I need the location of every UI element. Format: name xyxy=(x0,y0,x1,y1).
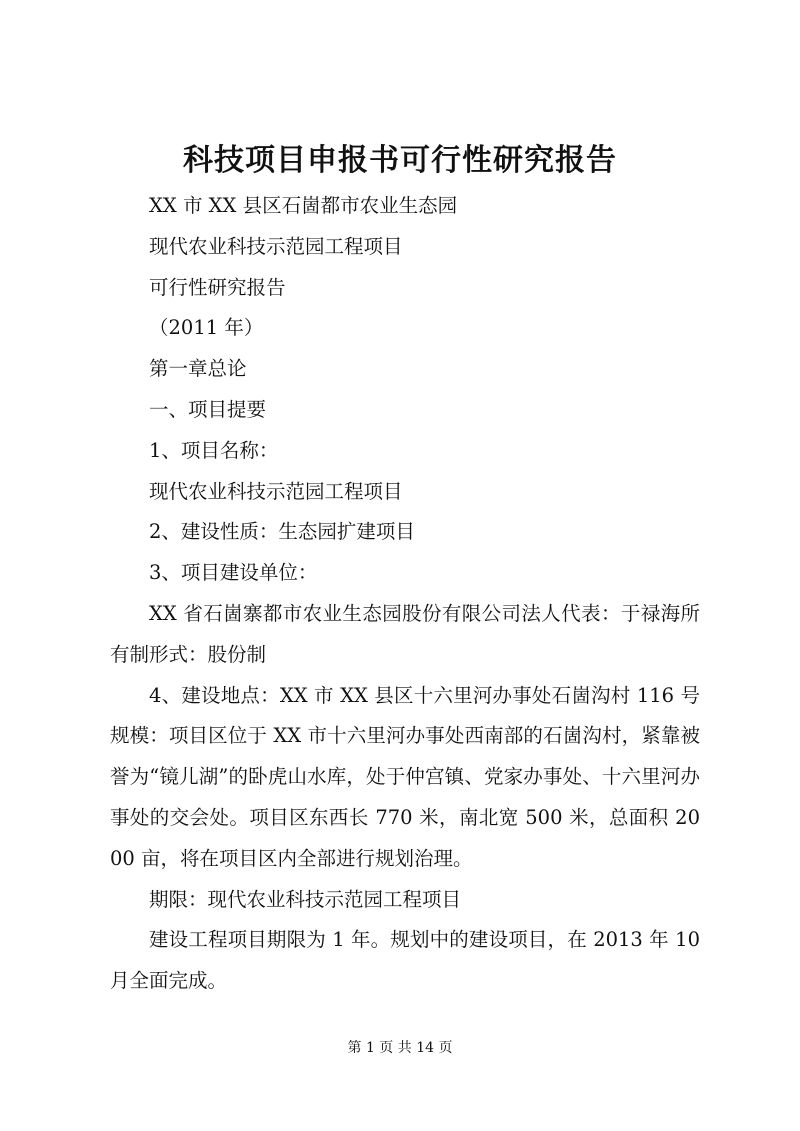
paragraph-project-name: 现代农业科技示范园工程项目 xyxy=(149,234,403,258)
item-period-label: 期限：现代农业科技示范园工程项目 xyxy=(149,887,462,911)
paragraph-report-type: 可行性研究报告 xyxy=(149,275,286,299)
chapter-heading: 第一章总论 xyxy=(149,357,247,381)
paragraph-year: （2011 年） xyxy=(149,316,264,340)
item-project-name-label: 1、项目名称： xyxy=(149,438,279,462)
item-construction-location: 4、建设地点：XX 市 XX 县区十六里河办事处石崮沟村 116 号规模：项目区位于 XX 市十六里河办事处西南部的石崮沟村，紧靠被誉为“镜儿湖”的卧虎山水库，处于仲宫镇、党家办事处、十六里河办事处的交会处。项目区东西长 770 米，南北宽 500 米，总面积 2000 亩，将在项目区内全部进行规划治理。 xyxy=(110,683,700,870)
document-title: 科技项目申报书可行性研究报告 xyxy=(183,143,617,178)
item-project-name-value: 现代农业科技示范园工程项目 xyxy=(149,479,403,503)
item-construction-nature: 2、建设性质：生态园扩建项目 xyxy=(149,520,415,544)
paragraph-park-name: XX 市 XX 县区石崮都市农业生态园 xyxy=(149,194,458,217)
page-footer xyxy=(0,1038,800,1058)
document-body xyxy=(110,186,700,1002)
item-construction-unit-label: 3、项目建设单位： xyxy=(149,561,318,585)
item-period-value: 建设工程项目期限为 1 年。规划中的建设项目，在 2013 年 10 月全面完成。 xyxy=(110,928,700,993)
item-construction-unit-value: XX 省石崮寨都市农业生态园股份有限公司法人代表：于禄海所有制形式：股份制 xyxy=(110,601,700,666)
page-number: 第 1 页 共 14 页 xyxy=(347,1040,453,1056)
section-heading: 一、项目提要 xyxy=(149,397,267,421)
